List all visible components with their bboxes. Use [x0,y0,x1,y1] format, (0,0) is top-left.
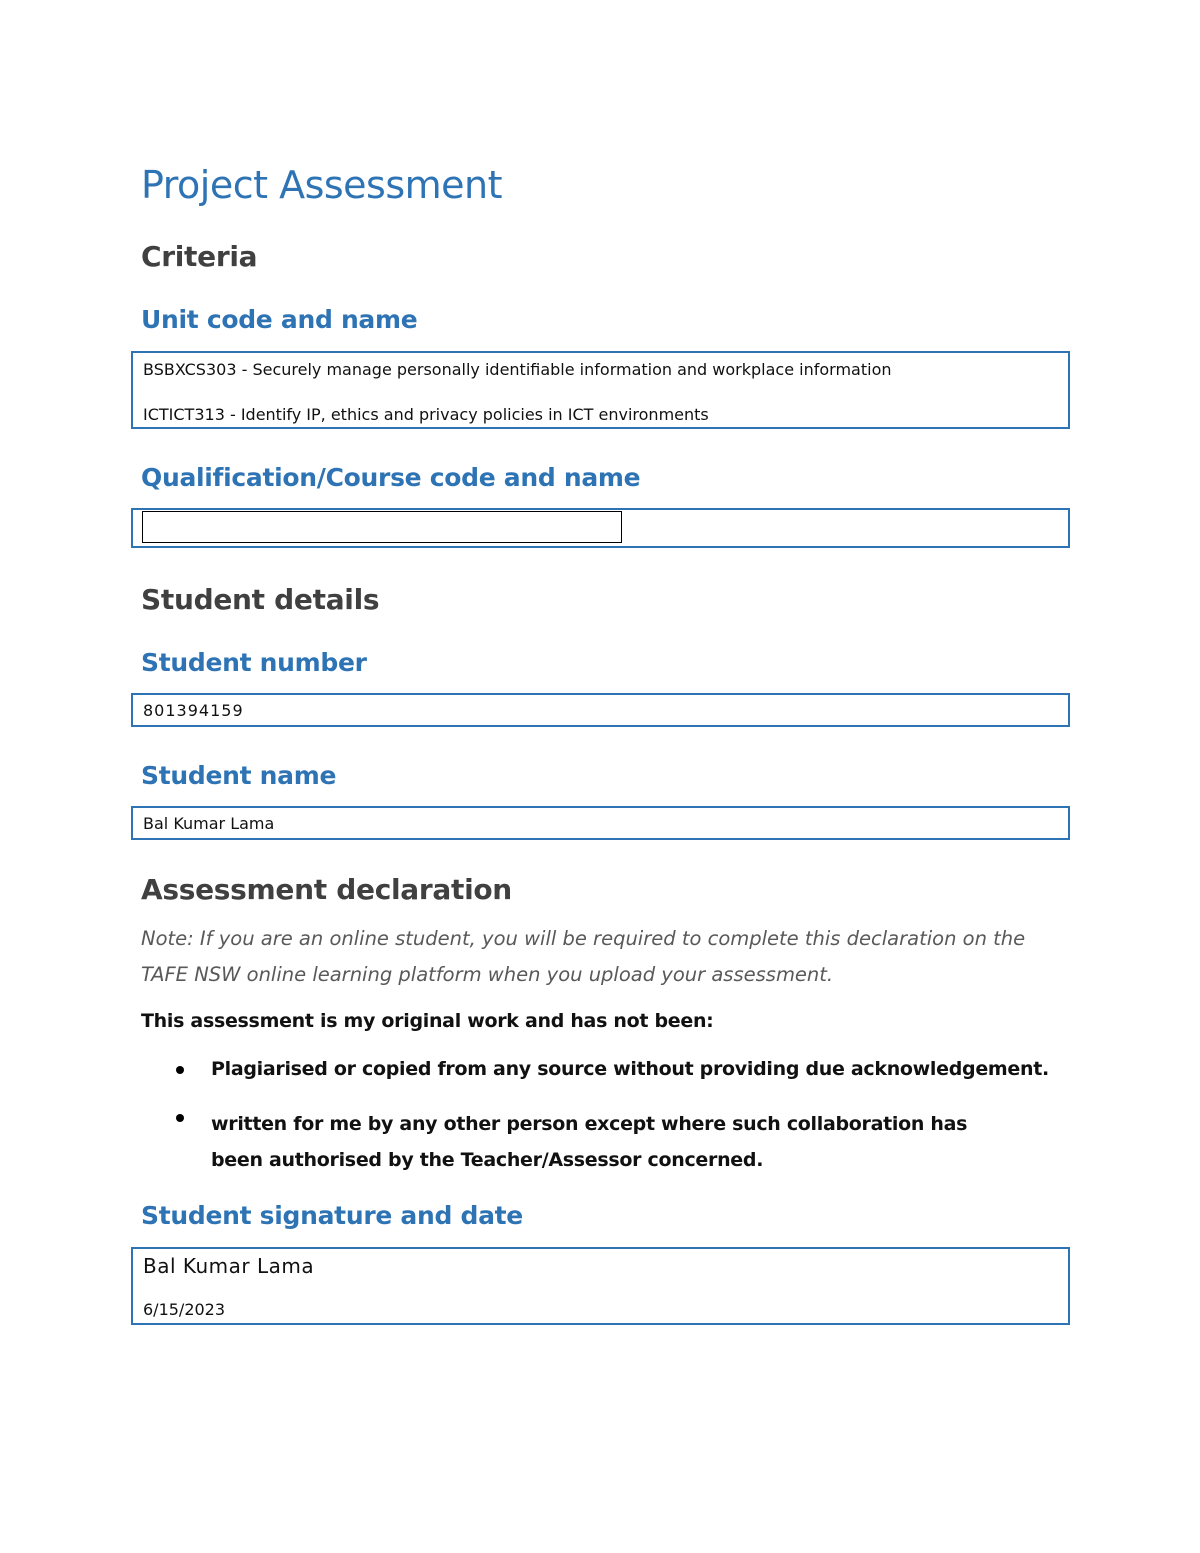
qualification-input[interactable] [142,511,622,543]
student-details-heading: Student details [141,583,380,616]
student-number-field[interactable] [131,693,1070,727]
student-number-value: 801394159 [143,701,244,720]
signature-heading: Student signature and date [141,1201,523,1230]
student-name-field[interactable] [131,806,1070,840]
page-title: Project Assessment [141,163,503,207]
qualification-field[interactable] [131,508,1070,548]
criteria-heading: Criteria [141,240,258,273]
bullet-icon [176,1066,184,1074]
qualification-heading: Qualification/Course code and name [141,463,641,492]
unit-code-heading: Unit code and name [141,305,418,334]
student-name-heading: Student name [141,761,337,790]
declaration-intro: This assessment is my original work and has not been: [141,1010,714,1032]
student-name-value: Bal Kumar Lama [143,814,275,833]
declaration-heading: Assessment declaration [141,873,512,906]
unit-line: BSBXCS303 - Securely manage personally identifiable information and workplace information [143,360,892,379]
declaration-bullet: Plagiarised or copied from any source without providing due acknowledgement. [211,1058,1049,1080]
student-number-heading: Student number [141,648,367,677]
declaration-note: Note: If you are an online student, you will be required to complete this declaration on the TAFE NSW online learning platform when you upload your assessment. [141,927,1026,986]
signature-name: Bal Kumar Lama [143,1254,315,1278]
signature-field[interactable] [131,1247,1070,1325]
bullet-icon [176,1114,184,1122]
signature-date: 6/15/2023 [143,1300,226,1319]
declaration-bullet: written for me by any other person except where such collaboration has been authorised by the Teacher/Assessor concerned. [211,1113,968,1171]
unit-code-field[interactable] [131,351,1070,429]
unit-line: ICTICT313 - Identify IP, ethics and privacy policies in ICT environments [143,405,709,424]
